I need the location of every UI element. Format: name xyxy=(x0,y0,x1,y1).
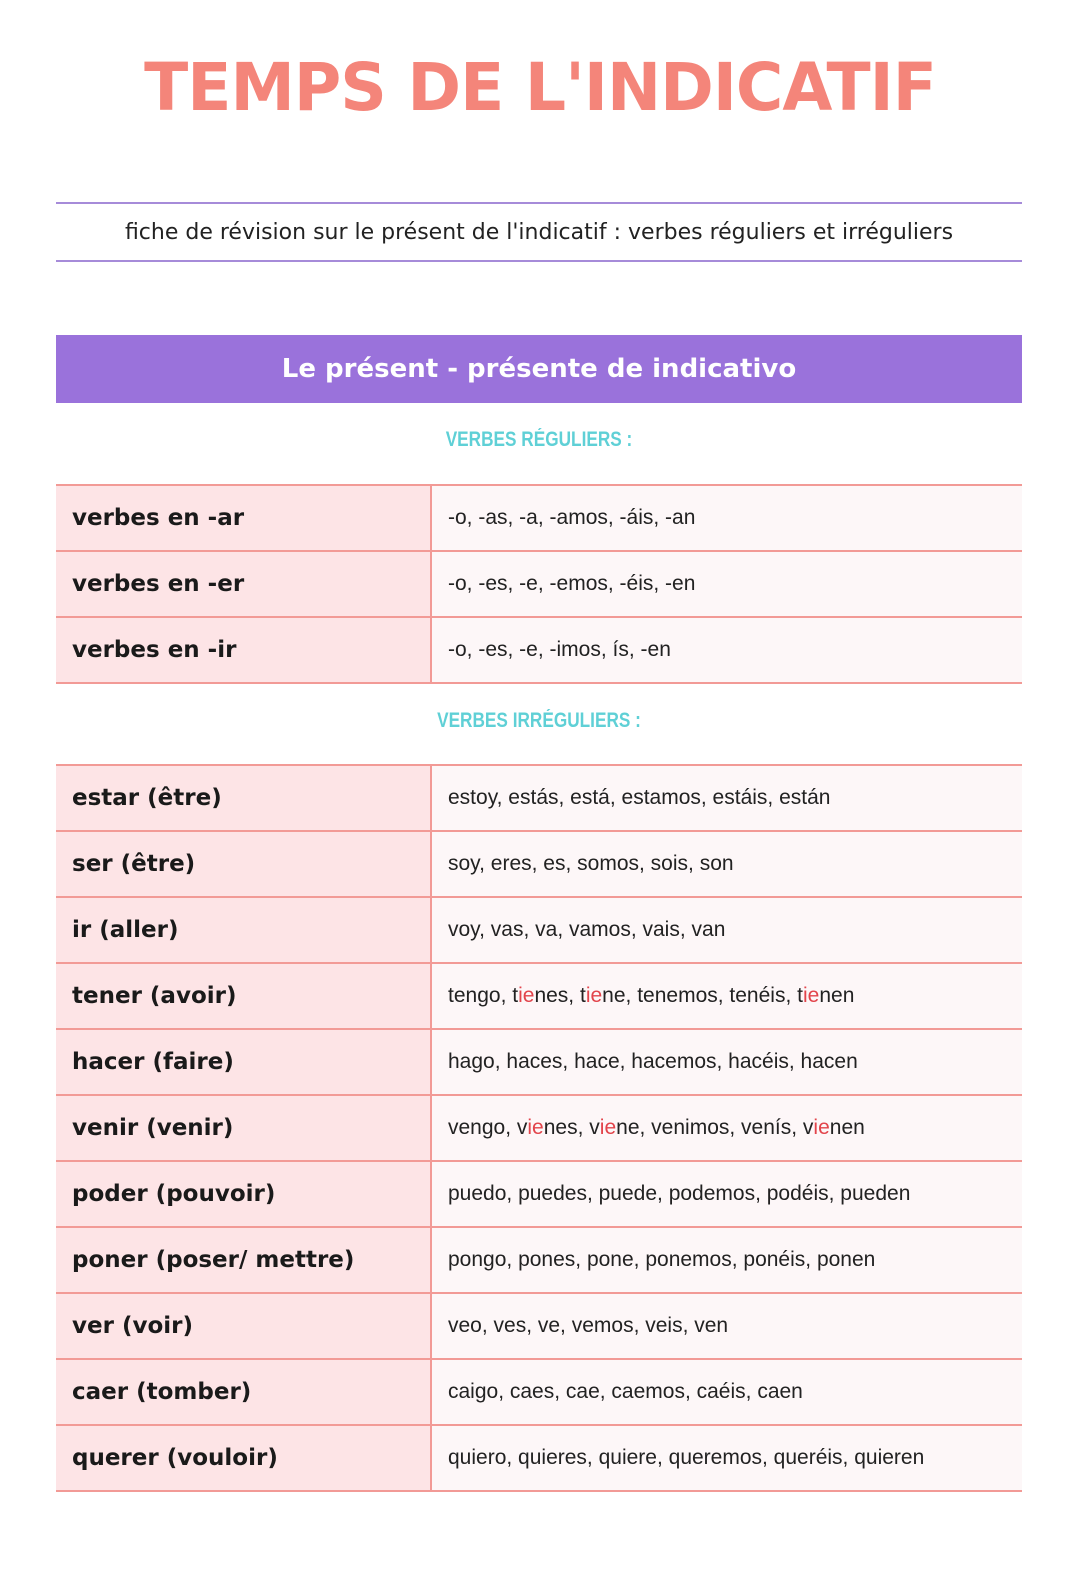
conjugation-cell: -o, -es, -e, -imos, ís, -en xyxy=(431,617,1022,683)
conjugation-cell: voy, vas, va, vamos, vais, van xyxy=(431,897,1022,963)
table-row xyxy=(56,1029,1022,1095)
verb-cell: ser (être) xyxy=(56,831,431,897)
table-row xyxy=(56,485,1022,551)
table-row xyxy=(56,831,1022,897)
table-row xyxy=(56,551,1022,617)
table-row xyxy=(56,1095,1022,1161)
conjugation-cell: vengo, vienes, viene, venimos, venís, vienen xyxy=(431,1095,1022,1161)
conjugation-cell: veo, ves, ve, vemos, veis, ven xyxy=(431,1293,1022,1359)
verb-cell: venir (venir) xyxy=(56,1095,431,1161)
table-row xyxy=(56,963,1022,1029)
verb-cell: verbes en -ar xyxy=(56,485,431,551)
conjugation-cell: puedo, puedes, puede, podemos, podéis, pueden xyxy=(431,1161,1022,1227)
table-row xyxy=(56,1293,1022,1359)
subtitle: fiche de révision sur le présent de l'indicatif : verbes réguliers et irréguliers xyxy=(56,202,1022,262)
verb-cell: ver (voir) xyxy=(56,1293,431,1359)
conjugation-cell: caigo, caes, cae, caemos, caéis, caen xyxy=(431,1359,1022,1425)
verb-cell: poner (poser/ mettre) xyxy=(56,1227,431,1293)
verb-cell: hacer (faire) xyxy=(56,1029,431,1095)
irregular-verbs-label: VERBES IRRÉGULIERS : xyxy=(437,709,641,732)
regular-verbs-table xyxy=(56,484,1022,684)
conjugation-cell: -o, -as, -a, -amos, -áis, -an xyxy=(431,485,1022,551)
verb-cell: poder (pouvoir) xyxy=(56,1161,431,1227)
conjugation-cell: tengo, tienes, tiene, tenemos, tenéis, tienen xyxy=(431,963,1022,1029)
table-row xyxy=(56,897,1022,963)
conjugation-cell: estoy, estás, está, estamos, estáis, están xyxy=(431,765,1022,831)
section-header: Le présent - présente de indicativo xyxy=(56,335,1022,403)
table-row xyxy=(56,1161,1022,1227)
verb-cell: querer (vouloir) xyxy=(56,1425,431,1491)
table-row xyxy=(56,1227,1022,1293)
verb-cell: caer (tomber) xyxy=(56,1359,431,1425)
conjugation-cell: hago, haces, hace, hacemos, hacéis, hacen xyxy=(431,1029,1022,1095)
verb-cell: ir (aller) xyxy=(56,897,431,963)
page-title: TEMPS DE L'INDICATIF xyxy=(144,49,936,126)
conjugation-cell: pongo, pones, pone, ponemos, ponéis, ponen xyxy=(431,1227,1022,1293)
table-row xyxy=(56,1359,1022,1425)
conjugation-cell: -o, -es, -e, -emos, -éis, -en xyxy=(431,551,1022,617)
table-row xyxy=(56,765,1022,831)
verb-cell: verbes en -er xyxy=(56,551,431,617)
table-row xyxy=(56,1425,1022,1491)
table-row xyxy=(56,617,1022,683)
verb-cell: estar (être) xyxy=(56,765,431,831)
verb-cell: verbes en -ir xyxy=(56,617,431,683)
conjugation-cell: soy, eres, es, somos, sois, son xyxy=(431,831,1022,897)
irregular-verbs-table xyxy=(56,764,1022,1492)
verb-cell: tener (avoir) xyxy=(56,963,431,1029)
conjugation-cell: quiero, quieres, quiere, queremos, queréis, quieren xyxy=(431,1425,1022,1491)
regular-verbs-label: VERBES RÉGULIERS : xyxy=(445,428,633,451)
